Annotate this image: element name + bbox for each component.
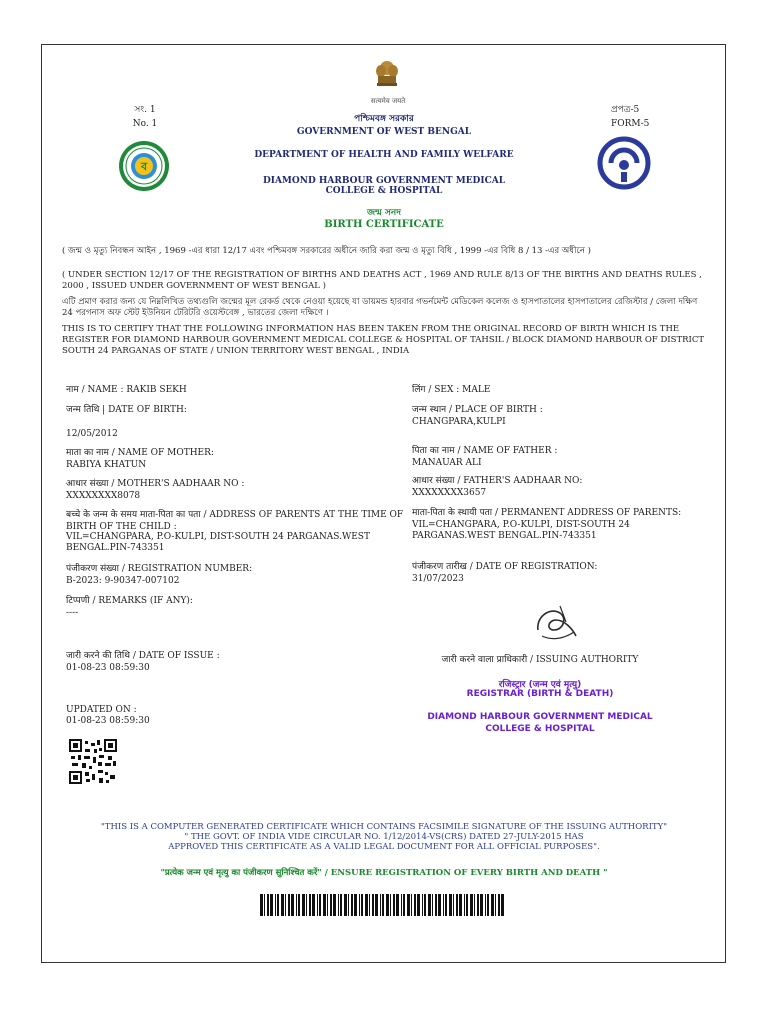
registration-slogan: "प्रत्येक जन्म एवं मृत्यु का पंजीकरण सुनिश्चित करें" / ENSURE REGISTRATION OF EVERY BIRTH AND DEATH "	[160, 868, 608, 878]
section-note: ( UNDER SECTION 12/17 OF THE REGISTRATION OF BIRTHS AND DEATHS ACT , 1969 AND RULE 8/13 OF THE BIRTHS AND DEATHS RULES , 2000 , ISSUED UNDER GOVERNMENT OF WEST BENGAL )	[62, 270, 702, 291]
footer-disclaimer-line2: " THE GOVT. OF INDIA VIDE CIRCULAR NO. 1/12/2014-VS(CRS) DATED 27-JULY-2015 HAS	[184, 832, 584, 842]
dob-label: जन्म तिथि | DATE OF BIRTH:	[66, 405, 187, 415]
updated-on-value: 01-08-23 08:59:30	[66, 716, 150, 726]
father-aadhaar-value: XXXXXXXX3657	[412, 488, 487, 498]
registrar-title-hindi: रजिस्ट्रार (जन्म एवं मृत्यु)	[498, 680, 582, 690]
father-aadhaar-label: आधार संख्या / FATHER'S AADHAAR NO:	[412, 476, 583, 486]
registration-number-label: पंजीकरण संख्या / REGISTRATION NUMBER:	[66, 564, 253, 574]
registration-number-value: B-2023: 9-90347-007102	[66, 576, 180, 586]
signature-icon	[530, 600, 582, 645]
issuing-authority-label: जारी करने वाला प्राधिकारी / ISSUING AUTHORITY	[441, 655, 639, 665]
issue-date-value: 01-08-23 08:59:30	[66, 663, 150, 673]
mother-aadhaar-value: XXXXXXXX8078	[66, 491, 141, 501]
form-number: FORM-5	[611, 119, 650, 129]
birth-address-value: VIL=CHANGPARA, P.O-KULPI, DIST-SOUTH 24 PARGANAS.WEST	[66, 532, 370, 542]
mother-name-value: RABIYA KHATUN	[66, 460, 147, 470]
certificate-title-local: জন্ম সনদ	[366, 208, 402, 218]
permanent-address-label: माता-पिता के स्थायी पता / PERMANENT ADDRESS OF PARENTS:	[412, 508, 682, 518]
authority-hospital-line2: COLLEGE & HOSPITAL	[485, 724, 595, 734]
section-note-local: ( জন্ম ও মৃত্যু নিবন্ধন আইন , 1969 -এর ধারা 12/17 এবং পশ্চিমবঙ্গ সরকারের অধীনে জারি করা জন্ম ও মৃত্যু বিধি , 1999 -এর বিধি 8 / 13 -এর অধীনে )	[62, 246, 591, 256]
place-of-birth-value: CHANGPARA,KULPI	[412, 417, 506, 427]
father-name-label: पिता का नाम / NAME OF FATHER :	[412, 446, 558, 456]
registration-date-value: 31/07/2023	[412, 574, 464, 584]
birth-address-label: बच्चे के जन्म के समय माता-पिता का पता / ADDRESS OF PARENTS AT THE TIME OF	[66, 510, 404, 520]
hospital-name-line2: COLLEGE & HOSPITAL	[325, 186, 443, 196]
remarks-value: ----	[66, 608, 79, 618]
child-name: नाम / NAME : RAKIB SEKH	[66, 385, 187, 395]
serial-number: No. 1	[132, 119, 158, 129]
govt-name: GOVERNMENT OF WEST BENGAL	[296, 127, 472, 137]
certify-statement: THIS IS TO CERTIFY THAT THE FOLLOWING INFORMATION HAS BEEN TAKEN FROM THE ORIGINAL RECORD OF BIRTH WHICH IS THE REGISTER FOR DIAMOND HARBOUR GOVERNMENT MEDICAL COLLEGE & HOSPITAL OF TAHSIL / BLOCK DIAMOND HARBOUR OF DISTRICT SOUTH 24 PARGANAS OF STATE / UNION TERRITORY WEST BENGAL , INDIA	[62, 324, 705, 356]
mother-name-label: माता का नाम / NAME OF MOTHER:	[66, 448, 214, 458]
dob-value: 12/05/2012	[66, 429, 118, 439]
certify-statement-local: এটি প্রমাণ করার জন্য যে নিম্নলিখিত তথ্যগুলি জন্মের মূল রেকর্ড থেকে নেওয়া হয়েছে যা ডায়মন্ড হারবার গভর্নমেন্ট মেডিকেল কলেজ ও হাসপাতালের হাসপাতালের রেজিস্টার / জেলা দক্ষিণ 24 পরগনাস অফ স্টেট ইউনিয়ন টেরিটরি ওয়েস্টবেঙ্গ , ভারতের জেলা দক্ষিণে ।	[62, 297, 698, 318]
father-name-value: MANAUAR ALI	[412, 458, 482, 468]
crs-logo-icon	[597, 136, 651, 190]
svg-text:ব: ব	[140, 160, 148, 173]
place-of-birth-label: जन्म स्थान / PLACE OF BIRTH :	[412, 405, 543, 415]
updated-on-label: UPDATED ON :	[66, 705, 137, 715]
permanent-address-value-2: PARGANAS.WEST BENGAL.PIN-743351	[412, 531, 597, 541]
footer-disclaimer-line3: APPROVED THIS CERTIFICATE AS A VALID LEGAL DOCUMENT FOR ALL OFFICIAL PURPOSES".	[168, 842, 600, 852]
mother-aadhaar-label: आधार संख्या / MOTHER'S AADHAAR NO :	[66, 479, 245, 489]
permanent-address-value: VIL=CHANGPARA, P.O-KULPI, DIST-SOUTH 24	[412, 520, 630, 530]
remarks-label: टिप्पणी / REMARKS (IF ANY):	[66, 596, 193, 606]
barcode-icon	[258, 894, 508, 916]
certificate-title: BIRTH CERTIFICATE	[324, 219, 444, 230]
birth-address-label-2: BIRTH OF THE CHILD :	[66, 522, 177, 532]
footer-disclaimer-line1: "THIS IS A COMPUTER GENERATED CERTIFICATE WHICH CONTAINS FACSIMILE SIGNATURE OF THE ISSUING AUTHORITY"	[100, 822, 668, 832]
birth-address-value-2: BENGAL.PIN-743351	[66, 543, 165, 553]
west-bengal-seal-icon	[118, 140, 170, 192]
authority-hospital-line1: DIAMOND HARBOUR GOVERNMENT MEDICAL	[427, 712, 653, 722]
issue-date-label: जारी करने की तिथि / DATE OF ISSUE :	[66, 651, 220, 661]
govt-name-local: পশ্চিমবঙ্গ সরকার	[354, 114, 414, 124]
department-name: DEPARTMENT OF HEALTH AND FAMILY WELFARE	[254, 150, 514, 160]
qr-code-icon	[69, 739, 117, 784]
sex: लिंग / SEX : MALE	[412, 385, 491, 395]
registration-date-label: पंजीकरण तारीख / DATE OF REGISTRATION:	[412, 562, 598, 572]
hospital-name-line1: DIAMOND HARBOUR GOVERNMENT MEDICAL	[262, 176, 506, 186]
form-local: প্রপত্র-5	[611, 105, 640, 115]
registrar-title: REGISTRAR (BIRTH & DEATH)	[466, 689, 614, 699]
emblem-motto: सत्यमेव जयते	[370, 97, 406, 105]
serial-local: সং. 1	[134, 105, 156, 115]
